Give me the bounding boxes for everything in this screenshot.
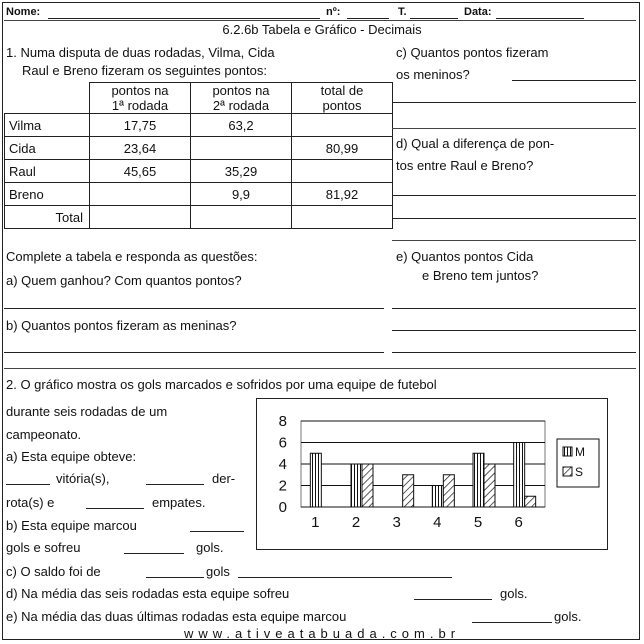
y-tick-label: 6 bbox=[278, 434, 287, 452]
q1d-answer-line[interactable] bbox=[392, 195, 636, 196]
bar-M-2 bbox=[351, 464, 362, 507]
bar-M-1 bbox=[310, 453, 321, 507]
x-tick-label: 2 bbox=[351, 514, 361, 531]
q2a-derrotas-blank[interactable] bbox=[146, 484, 204, 485]
footer-url: www.ativeatabuada.com.br bbox=[183, 626, 461, 641]
q1c-answer-line[interactable] bbox=[512, 80, 636, 81]
q2a-rota-label: rota(s) e bbox=[6, 495, 55, 510]
q1-intro-line2: Raul e Breno fizeram os seguintes pontos: bbox=[22, 63, 267, 78]
table-row: Breno 9,9 81,92 bbox=[5, 183, 393, 206]
points-table bbox=[4, 82, 393, 229]
q1-instruction: Complete a tabela e responda as questões: bbox=[6, 249, 258, 264]
y-tick-label: 2 bbox=[278, 477, 287, 495]
table-row: Raul 45,65 35,29 bbox=[5, 160, 393, 183]
date-label: Data: bbox=[464, 6, 492, 18]
bar-M-5 bbox=[473, 453, 484, 507]
q1c-divider bbox=[392, 128, 636, 129]
answer-cell[interactable] bbox=[292, 206, 393, 229]
answer-cell[interactable] bbox=[292, 114, 393, 137]
y-tick-label: 4 bbox=[278, 456, 287, 473]
x-tick-label: 1 bbox=[311, 514, 320, 531]
q1-intro-line1: 1. Numa disputa de duas rodadas, Vilma, Cida bbox=[6, 45, 275, 60]
x-tick-label: 4 bbox=[433, 514, 442, 531]
q2b-line1: b) Esta equipe marcou bbox=[6, 518, 137, 533]
q2c-blank-2[interactable] bbox=[238, 577, 452, 578]
q2a-vitorias-label: vitória(s), bbox=[56, 471, 110, 486]
name-field[interactable] bbox=[48, 18, 320, 19]
q2e-text: e) Na média das duas últimas rodadas esta equipe marcou bbox=[6, 609, 347, 624]
q2b-line2a: gols e sofreu bbox=[6, 540, 81, 555]
q2a-empates-blank[interactable] bbox=[86, 508, 144, 509]
table-row: Cida 23,64 80,99 bbox=[5, 137, 393, 160]
q1a-text: a) Quem ganhou? Com quantos pontos? bbox=[6, 273, 242, 288]
answer-cell[interactable] bbox=[191, 137, 292, 160]
bar-M-4 bbox=[432, 486, 443, 508]
legend-label-S: S bbox=[575, 465, 584, 479]
x-tick-label: 3 bbox=[392, 514, 401, 531]
q2a-line1: a) Esta equipe obteve: bbox=[6, 449, 137, 464]
legend-label-M: M bbox=[575, 445, 585, 459]
q1a-answer-line[interactable] bbox=[4, 308, 384, 309]
q2c-gols: gols bbox=[206, 564, 230, 579]
q1d-answer-line-2[interactable] bbox=[392, 218, 636, 219]
q2c-text: c) O saldo foi de bbox=[6, 564, 101, 579]
q1e-line1: e) Quantos pontos Cida bbox=[396, 249, 534, 264]
q2e-blank[interactable] bbox=[472, 622, 552, 623]
q2b-marcou-blank[interactable] bbox=[190, 531, 244, 532]
q1e-answer-line-2[interactable] bbox=[392, 330, 636, 331]
table-row: Vilma 17,75 63,2 bbox=[5, 114, 393, 137]
x-tick-label: 6 bbox=[514, 514, 523, 531]
q1e-answer-line[interactable] bbox=[392, 308, 636, 309]
col-header-r1: pontos na 1ª rodada bbox=[90, 83, 191, 114]
name-label: Nome: bbox=[6, 6, 41, 18]
y-tick-label: 0 bbox=[278, 499, 287, 516]
legend-swatch-S bbox=[563, 467, 572, 476]
section-divider bbox=[4, 368, 636, 369]
q1c-answer-line-2[interactable] bbox=[392, 102, 636, 103]
bar-M-6 bbox=[514, 443, 525, 508]
q1d-divider bbox=[392, 240, 636, 241]
q1b-text: b) Quantos pontos fizeram as meninas? bbox=[6, 318, 237, 333]
answer-cell[interactable] bbox=[90, 183, 191, 206]
answer-cell[interactable] bbox=[90, 206, 191, 229]
legend-swatch-M bbox=[563, 447, 572, 456]
answer-cell[interactable] bbox=[292, 160, 393, 183]
goals-chart-svg bbox=[257, 399, 607, 549]
q2a-der-label: der- bbox=[212, 471, 236, 486]
class-field[interactable] bbox=[410, 18, 458, 19]
q2d-gols: gols. bbox=[500, 586, 528, 601]
q2-intro-line2: durante seis rodadas de um bbox=[6, 404, 168, 419]
q2e-gols: gols. bbox=[554, 609, 582, 624]
x-tick-label: 5 bbox=[473, 514, 483, 531]
q1e-line2: e Breno tem juntos? bbox=[422, 268, 539, 283]
bar-S-5 bbox=[484, 464, 495, 507]
q2a-vitorias-blank[interactable] bbox=[6, 484, 50, 485]
q1c-line1: c) Quantos pontos fizeram bbox=[396, 45, 549, 60]
q2-intro-line3: campeonato. bbox=[6, 427, 82, 442]
header-divider bbox=[4, 20, 636, 21]
q1d-line1: d) Qual a diferença de pon- bbox=[396, 136, 555, 151]
q1b-answer-line[interactable] bbox=[4, 352, 384, 353]
col-header-total: total de pontos bbox=[292, 83, 393, 114]
number-label: nº: bbox=[326, 6, 341, 18]
bar-S-3 bbox=[403, 475, 414, 507]
q2d-text: d) Na média das seis rodadas esta equipe sofreu bbox=[6, 586, 290, 601]
q2d-blank[interactable] bbox=[414, 599, 492, 600]
bar-S-6 bbox=[525, 496, 536, 507]
q2b-line2b: gols. bbox=[196, 540, 224, 555]
class-label: T. bbox=[398, 6, 407, 18]
y-tick-label: 8 bbox=[278, 413, 287, 430]
col-header-r2: pontos na 2ª rodada bbox=[191, 83, 292, 114]
goals-chart bbox=[256, 398, 608, 550]
table-total-row: Total bbox=[5, 206, 393, 229]
q2b-sofreu-blank[interactable] bbox=[124, 553, 184, 554]
bar-S-4 bbox=[443, 475, 454, 507]
q1c-line2: os meninos? bbox=[396, 67, 470, 82]
q2c-blank[interactable] bbox=[146, 577, 204, 578]
q1e-answer-line-3[interactable] bbox=[392, 352, 636, 353]
number-field[interactable] bbox=[347, 18, 389, 19]
q1d-line2: tos entre Raul e Breno? bbox=[396, 158, 534, 173]
table-header-row bbox=[5, 83, 393, 114]
answer-cell[interactable] bbox=[191, 206, 292, 229]
q2a-empates-label: empates. bbox=[152, 495, 206, 510]
q2-intro: 2. O gráfico mostra os gols marcados e sofridos por uma equipe de futebol bbox=[6, 377, 437, 392]
page-title: 6.2.6b Tabela e Gráfico - Decimais bbox=[222, 22, 422, 37]
bar-S-2 bbox=[362, 464, 373, 507]
date-field[interactable] bbox=[496, 18, 584, 19]
